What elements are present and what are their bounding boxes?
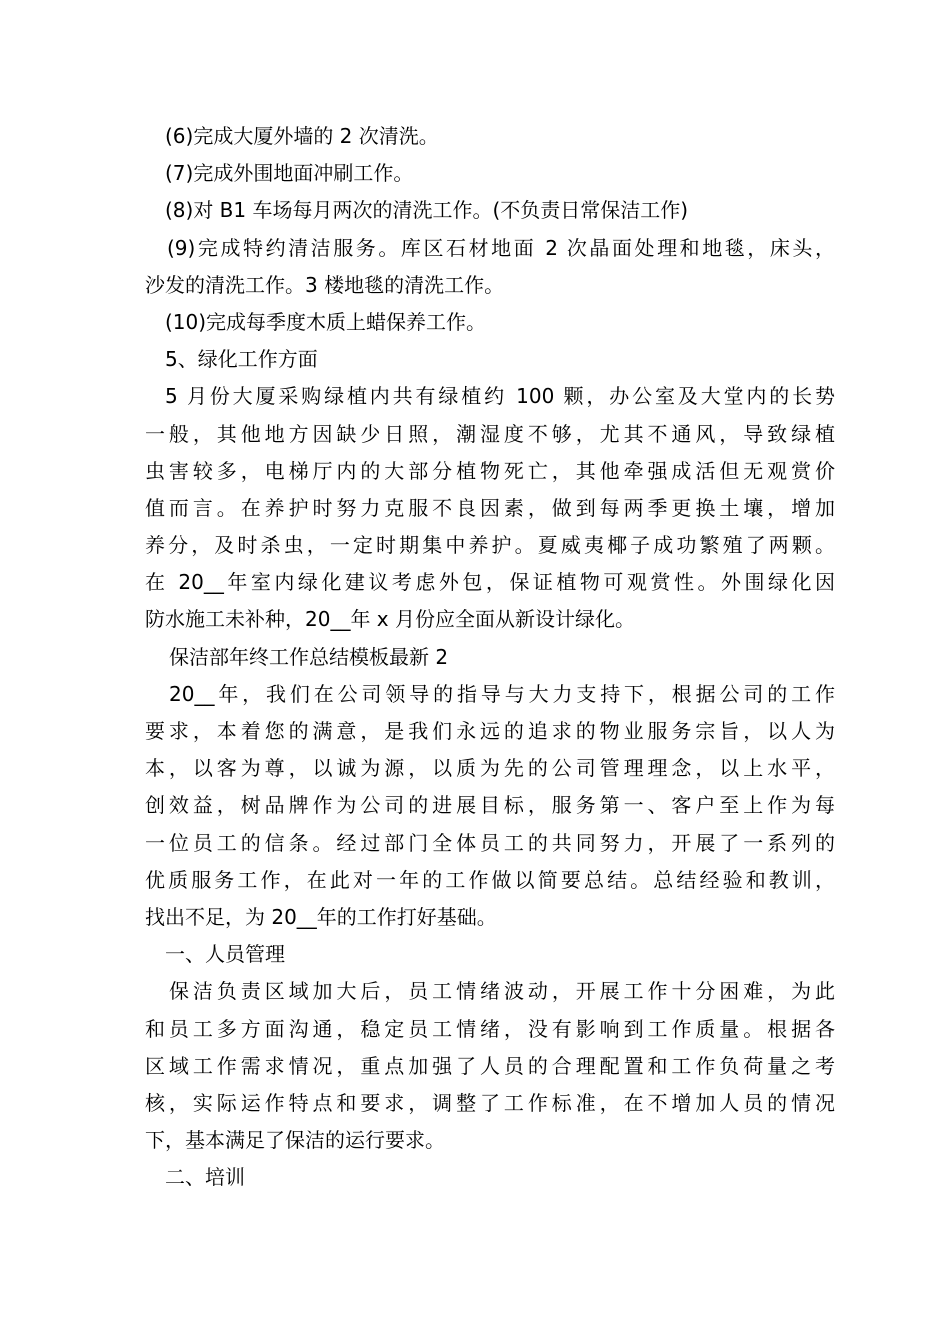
text-line: 保洁部年终工作总结模板最新 2 xyxy=(169,644,449,669)
text-line: 找出不足，为 20__年的工作打好基础。 xyxy=(145,904,497,929)
text-line: 一位员工的信条。经过部门全体员工的共同努力，开展了一系列的 xyxy=(145,830,835,855)
text-line: 区域工作需求情况，重点加强了人员的合理配置和工作负荷量之考 xyxy=(145,1053,835,1078)
text-line: 沙发的清洗工作。3 楼地毯的清洗工作。 xyxy=(145,272,505,297)
text-line: 下，基本满足了保洁的运行要求。 xyxy=(145,1128,445,1153)
text-line: 防水施工未补种，20__年 x 月份应全面从新设计绿化。 xyxy=(145,607,635,632)
text-line: 20__年，我们在公司领导的指导与大力支持下，根据公司的工作 xyxy=(169,681,835,706)
text-line: (6)完成大厦外墙的 2 次清洗。 xyxy=(165,124,439,148)
text-line: 创效益，树品牌作为公司的进展目标，服务第一、客户至上作为每 xyxy=(145,793,835,818)
text-line: 保洁负责区域加大后，员工情绪波动，开展工作十分困难，为此 xyxy=(169,979,835,1004)
text-line: 本，以客为尊，以诚为源，以质为先的公司管理理念，以上水平， xyxy=(145,756,835,781)
text-line: 5、绿化工作方面 xyxy=(165,347,318,372)
text-line: 在 20__年室内绿化建议考虑外包，保证植物可观赏性。外围绿化因 xyxy=(145,570,835,595)
text-line: 一、人员管理 xyxy=(165,942,285,967)
text-line: 核，实际运作特点和要求，调整了工作标准，在不增加人员的情况 xyxy=(145,1090,835,1115)
text-line: 一般，其他地方因缺少日照，潮湿度不够，尤其不通风，导致绿植 xyxy=(145,421,835,446)
text-line: (9)完成特约清洁服务。库区石材地面 2 次晶面处理和地毯，床头， xyxy=(167,235,835,260)
text-line: (10)完成每季度木质上蜡保养工作。 xyxy=(165,309,487,334)
text-line: (8)对 B1 车场每月两次的清洗工作。(不负责日常保洁工作) xyxy=(165,198,689,223)
text-line: 二、培训 xyxy=(165,1165,245,1190)
text-line: 优质服务工作，在此对一年的工作做以简要总结。总结经验和教训， xyxy=(145,867,835,892)
text-line: 和员工多方面沟通，稳定员工情绪，没有影响到工作质量。根据各 xyxy=(145,1016,835,1041)
text-line: 养分，及时杀虫，一定时期集中养护。夏威夷椰子成功繁殖了两颗。 xyxy=(145,533,835,558)
text-line: (7)完成外围地面冲刷工作。 xyxy=(165,161,414,186)
text-line: 要求，本着您的满意，是我们永远的追求的物业服务宗旨，以人为 xyxy=(145,719,835,743)
text-line: 虫害较多，电梯厅内的大部分植物死亡，其他牵强成活但无观赏价 xyxy=(145,458,835,483)
document-body xyxy=(145,118,835,1196)
text-line: 值而言。在养护时努力克服不良因素，做到每两季更换土壤，增加 xyxy=(145,495,835,520)
text-line: 5 月份大厦采购绿植内共有绿植约 100 颗，办公室及大堂内的长势 xyxy=(165,384,835,409)
